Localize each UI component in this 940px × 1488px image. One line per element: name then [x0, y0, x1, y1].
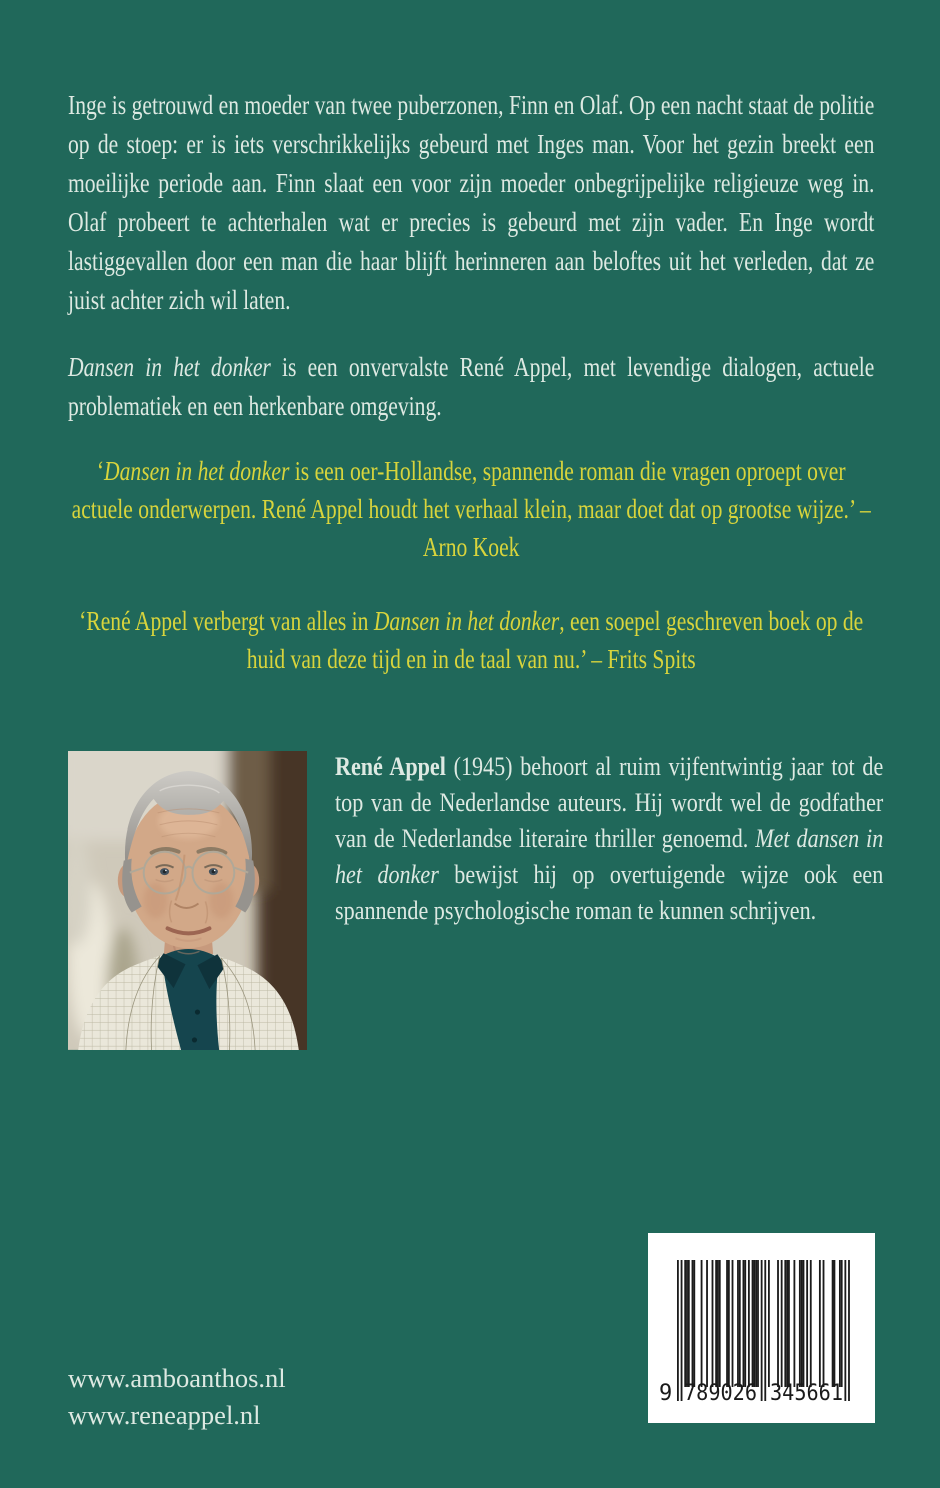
barcode-svg: [648, 1233, 875, 1423]
quote-arno-koek: [68, 452, 874, 566]
author-bio-paragraph: René Appel (1945) behoort al ruim vijfentwintig jaar tot de top van de Nederlandse auteurs. Hij wordt wel de godfather van de Nederlandse literaire thriller genoemd. Met dansen in het donker bewijst hij op overtuigende wijze ook een spannende psychologische roman te kunnen schrijven.: [335, 752, 884, 925]
svg-text:345661: 345661: [770, 1381, 843, 1406]
review-section: [68, 348, 874, 426]
quote-frits-spits: [68, 602, 874, 678]
svg-text:789026: 789026: [684, 1381, 757, 1406]
author-url: www.reneappel.nl: [68, 1400, 261, 1430]
author-photo: [68, 751, 307, 1050]
publisher-url: www.amboanthos.nl: [68, 1363, 286, 1393]
quote-frits-spits-text: ‘René Appel verbergt van alles in Dansen in het donker, een soepel geschreven boek op de huid van deze tijd en in de taal van nu.’ – Frits Spits: [79, 606, 864, 674]
author-bio-section: [335, 749, 883, 929]
footer-urls: [68, 1360, 286, 1434]
svg-text:9: 9: [659, 1381, 673, 1406]
synopsis-paragraph: Inge is getrouwd en moeder van twee puberzonen, Finn en Olaf. Op een nacht staat de politie op de stoep: er is iets verschrikkelijks gebeurd met Inges man. Voor het gezin breekt een moeilijke periode aan. Finn slaat een voor zijn moeder onbegrijpelijke religieuze weg in. Olaf probeert te achterhalen wat er precies is gebeurd met zijn vader. En Inge wordt lastiggevallen door een man die haar blijft herinneren aan beloftes uit het verleden, dat ze juist achter zich wil laten.: [68, 90, 875, 315]
quote-arno-koek-text: ‘Dansen in het donker is een oer-Hollandse, spannende roman die vragen oproept over actuele onderwerpen. René Appel houdt het verhaal klein, maar doet dat op grootse wijze.’ – Arno Koek: [71, 456, 871, 562]
synopsis-section: [68, 86, 874, 320]
review-paragraph: Dansen in het donker is een onvervalste René Appel, met levendige dialogen, actuele problematiek en een herkenbare omgeving.: [68, 352, 875, 421]
author-portrait-graphic: [68, 751, 307, 1050]
barcode: [648, 1233, 875, 1423]
